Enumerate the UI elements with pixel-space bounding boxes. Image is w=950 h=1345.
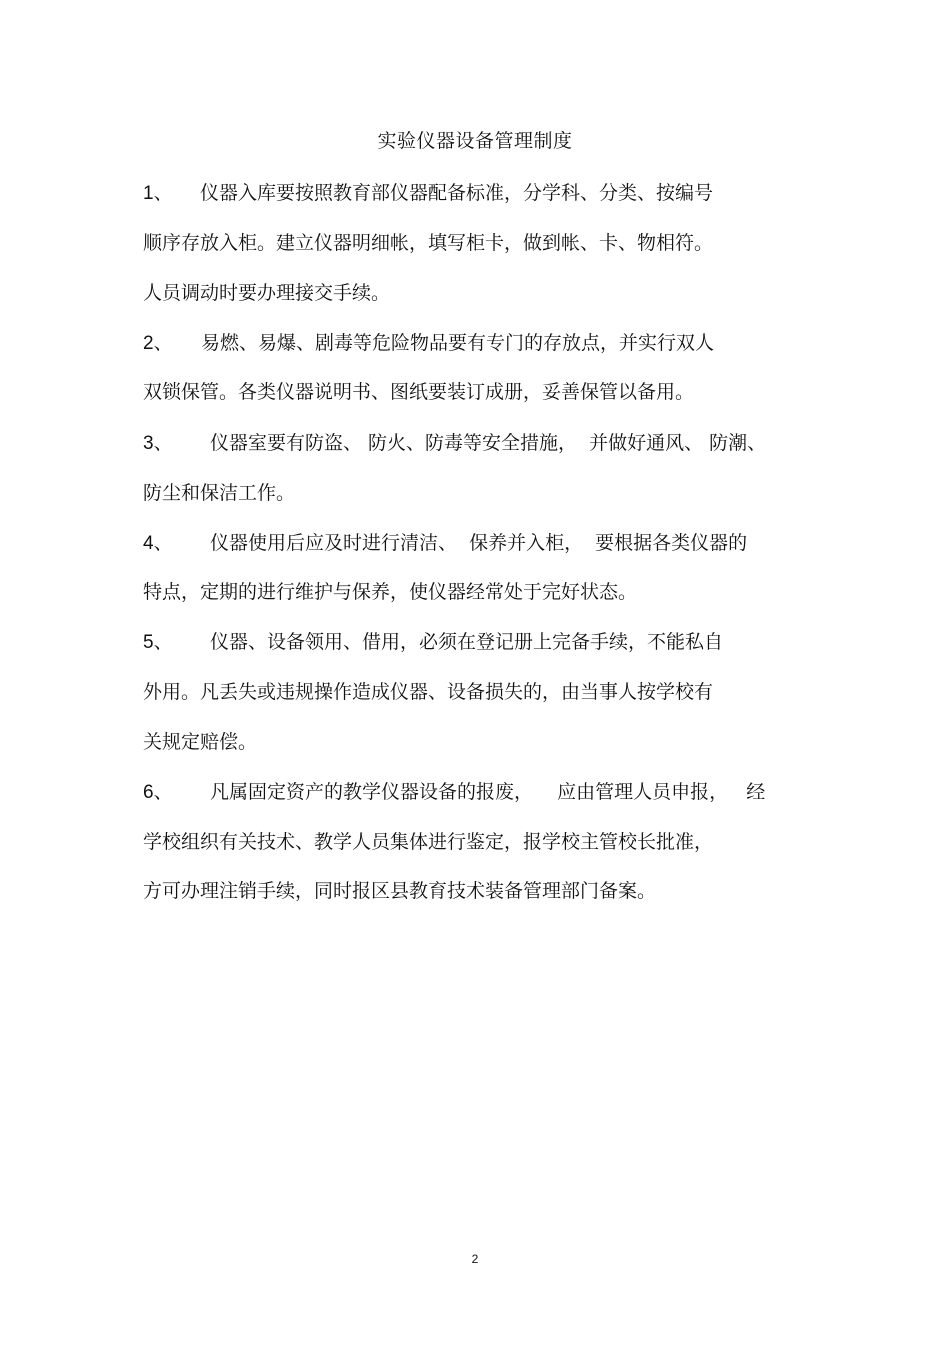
item-1-line-1: [143, 180, 713, 207]
item-6-text-1: 凡属固定资产的教学仪器设备的报废， 应由管理人员申报， 经: [210, 781, 766, 803]
item-6-line-2: 学校组织有关技术、教学人员集体进行鉴定，报学校主管校长批准，: [143, 831, 714, 853]
item-3-number: 3、: [143, 433, 173, 454]
item-5-text-1: 仪器、设备领用、借用，必须在登记册上完备手续，不能私自: [210, 631, 724, 653]
item-5-line-2: 外用。凡丢失或违规操作造成仪器、设备损失的，由当事人按学校有: [143, 681, 714, 703]
item-6-line-3: 方可办理注销手续，同时报区县教育技术装备管理部门备案。: [143, 880, 657, 902]
item-4-line-2: 特点，定期的进行维护与保养，使仪器经常处于完好状态。: [143, 581, 638, 603]
item-3-line-1: [143, 430, 766, 457]
item-5-line-3: 关规定赔偿。: [143, 731, 258, 753]
item-5-number: 5、: [143, 632, 173, 653]
item-3-text-1: 仪器室要有防盗、 防火、防毒等安全措施， 并做好通风、 防潮、: [210, 432, 767, 454]
item-1-line-2: 顺序存放入柜。建立仪器明细帐，填写柜卡，做到帐、卡、物相符。: [143, 232, 714, 254]
item-4-text-1: 仪器使用后应及时进行清洁、 保养并入柜， 要根据各类仪器的: [210, 532, 748, 554]
document-title: 实验仪器设备管理制度: [377, 130, 573, 152]
item-3-line-2: 防尘和保洁工作。: [143, 482, 296, 504]
item-6-number: 6、: [143, 782, 173, 803]
item-2-line-2: 双锁保管。各类仪器说明书、图纸要装订成册，妥善保管以备用。: [143, 381, 695, 403]
item-5-line-1: [143, 629, 723, 656]
item-2-line-1: [143, 330, 714, 357]
item-2-text-1: 易燃、易爆、剧毒等危险物品要有专门的存放点，并实行双人: [201, 332, 715, 354]
item-1-number: 1、: [143, 183, 173, 204]
item-2-number: 2、: [143, 333, 173, 354]
item-6-line-1: [143, 779, 765, 806]
item-1-line-3: 人员调动时要办理接交手续。: [143, 282, 391, 304]
item-1-text-1: 仪器入库要按照教育部仪器配备标准，分学科、分类、按编号: [200, 182, 714, 204]
item-4-line-1: [143, 530, 747, 557]
page-number: 2: [471, 1252, 479, 1266]
item-4-number: 4、: [143, 533, 173, 554]
